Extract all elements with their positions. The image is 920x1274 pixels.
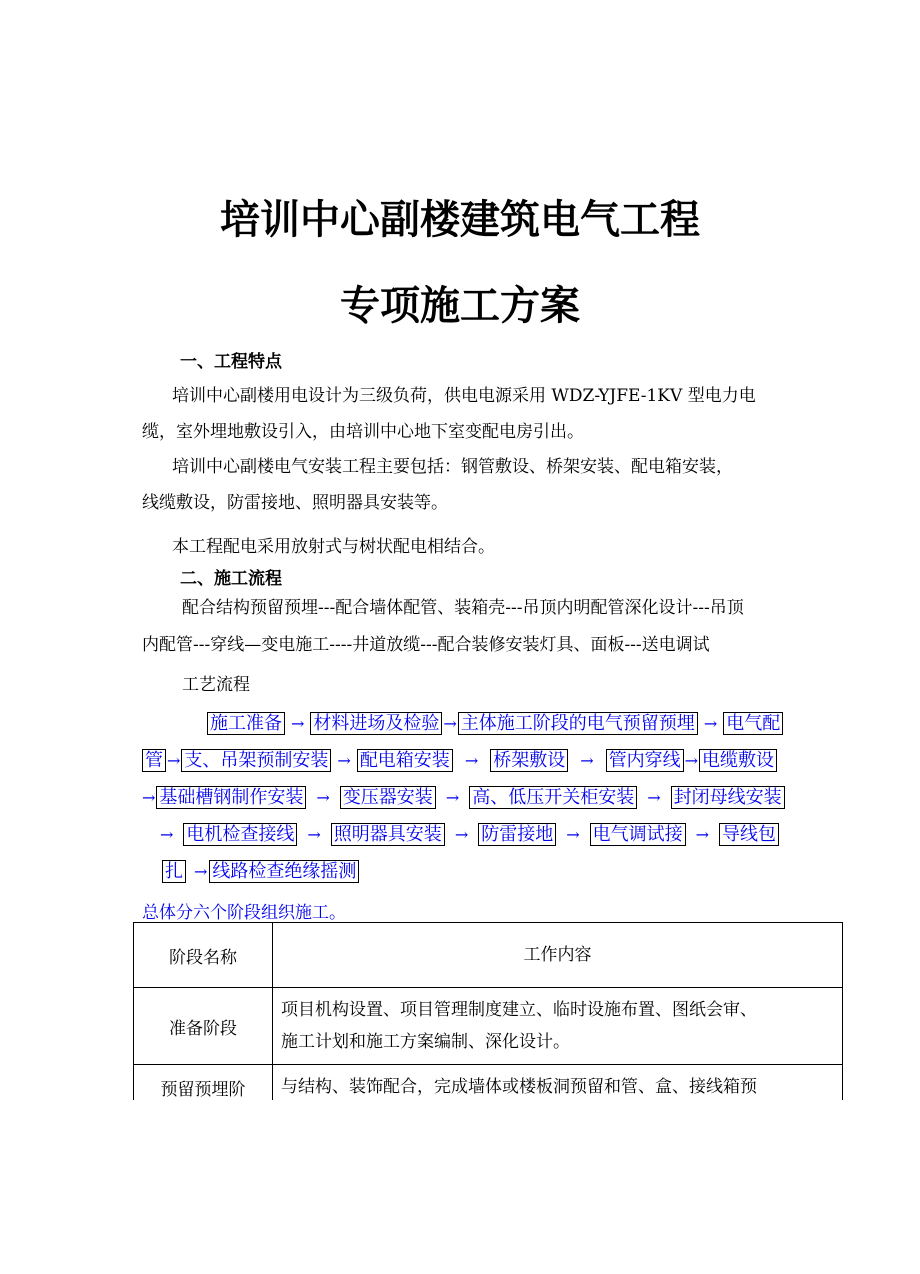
arrow-icon: → bbox=[142, 788, 156, 807]
arrow-icon: → bbox=[464, 751, 479, 770]
stages-note: 总体分六个阶段组织施工。 bbox=[142, 903, 346, 923]
section1-para1-line1: 培训中心副楼用电设计为三级负荷，供电电源采用 WDZ-YJFE-1KV 型电力电 bbox=[172, 386, 756, 406]
table-header-row bbox=[134, 923, 843, 988]
arrow-icon: → bbox=[307, 825, 321, 844]
flow-step: 导线包 bbox=[719, 823, 779, 846]
flow-step: 扎 bbox=[162, 860, 186, 883]
table-header-cell: 工作内容 bbox=[273, 923, 843, 988]
flow-step: 电缆敷设 bbox=[699, 749, 777, 772]
section1-para3: 本工程配电采用放射式与树状配电相结合。 bbox=[172, 537, 495, 557]
flow-step: 电气调试接 bbox=[590, 823, 686, 846]
section1-heading: 一、工程特点 bbox=[180, 352, 282, 372]
arrow-icon: → bbox=[443, 714, 457, 733]
stage-content-line: 与结构、装饰配合，完成墙体或楼板洞预留和管、盒、接线箱预 bbox=[281, 1077, 757, 1097]
flow-line-4 bbox=[160, 822, 779, 848]
document-title-line1: 培训中心副楼建筑电气工程 bbox=[220, 197, 700, 243]
page-bottom-blank bbox=[0, 1100, 920, 1274]
section1-para2-line2: 线缆敷设，防雷接地、照明器具安装等。 bbox=[142, 493, 448, 513]
arrow-icon: → bbox=[703, 714, 718, 733]
arrow-icon: → bbox=[316, 788, 330, 807]
flow-step: 封闭母线安装 bbox=[671, 786, 785, 809]
flow-step: 防雷接地 bbox=[478, 823, 556, 846]
arrow-icon: → bbox=[454, 825, 469, 844]
stage-content-cell bbox=[273, 988, 843, 1065]
flow-step: 施工准备 bbox=[207, 712, 285, 735]
arrow-icon: → bbox=[566, 825, 580, 844]
flow-step: 照明器具安装 bbox=[331, 823, 445, 846]
stage-name-cell: 准备阶段 bbox=[134, 988, 273, 1065]
arrow-icon: → bbox=[160, 825, 174, 844]
craft-flow-label: 工艺流程 bbox=[182, 675, 250, 695]
flow-step: 桥架敷设 bbox=[490, 749, 568, 772]
arrow-icon: → bbox=[167, 751, 181, 770]
flow-step: 基础槽钢制作安装 bbox=[156, 786, 306, 809]
section2-para1-line1: 配合结构预留预埋---配合墙体配管、装箱壳---吊顶内明配管深化设计---吊顶 bbox=[182, 598, 744, 618]
flow-line-5 bbox=[162, 859, 359, 885]
flow-step: 高、低压开关柜安装 bbox=[469, 786, 637, 809]
arrow-icon: → bbox=[695, 825, 710, 844]
stage-content-line: 项目机构设置、项目管理制度建立、临时设施布置、图纸会审、 bbox=[281, 1000, 757, 1020]
stage-content-line: 施工计划和施工方案编制、深化设计。 bbox=[281, 1032, 570, 1052]
arrow-icon: → bbox=[291, 714, 305, 733]
arrow-icon: → bbox=[647, 788, 661, 807]
flow-step: 支、吊架预制安装 bbox=[181, 749, 331, 772]
section2-para1-line2: 内配管---穿线—变电施工----井道放缆---配合装修安装灯具、面板---送电调试 bbox=[142, 635, 710, 655]
flow-step: 材料进场及检验 bbox=[310, 712, 442, 735]
section1-para2-line1: 培训中心副楼电气安装工程主要包括：钢管敷设、桥架安装、配电箱安装， bbox=[172, 457, 733, 477]
stage-name-cell: 预留预埋阶 bbox=[134, 1065, 273, 1123]
arrow-icon: → bbox=[445, 788, 460, 807]
flow-step: 主体施工阶段的电气预留预埋 bbox=[458, 712, 698, 735]
flow-step: 配电箱安装 bbox=[357, 749, 453, 772]
flow-step: 电气配 bbox=[723, 712, 783, 735]
arrow-icon: → bbox=[684, 751, 699, 770]
arrow-icon: → bbox=[580, 751, 594, 770]
flow-step: 变压器安装 bbox=[340, 786, 436, 809]
flow-step: 管 bbox=[142, 749, 166, 772]
flow-step: 线路检查绝缘摇测 bbox=[209, 860, 359, 883]
flow-step: 管内穿线 bbox=[606, 749, 684, 772]
section2-heading: 二、施工流程 bbox=[180, 569, 282, 589]
arrow-icon: → bbox=[337, 751, 351, 770]
flow-step: 电机检查接线 bbox=[183, 823, 297, 846]
arrow-icon: → bbox=[194, 862, 208, 881]
document-title-line2: 专项施工方案 bbox=[340, 283, 580, 329]
table-row bbox=[134, 988, 843, 1065]
flow-line-3 bbox=[142, 785, 785, 811]
section1-para1-line2: 缆，室外埋地敷设引入，由培训中心地下室变配电房引出。 bbox=[142, 422, 584, 442]
flow-line-2 bbox=[142, 748, 777, 774]
stages-table bbox=[133, 922, 843, 1123]
table-header-cell: 阶段名称 bbox=[134, 923, 273, 988]
flow-line-1 bbox=[207, 711, 783, 737]
